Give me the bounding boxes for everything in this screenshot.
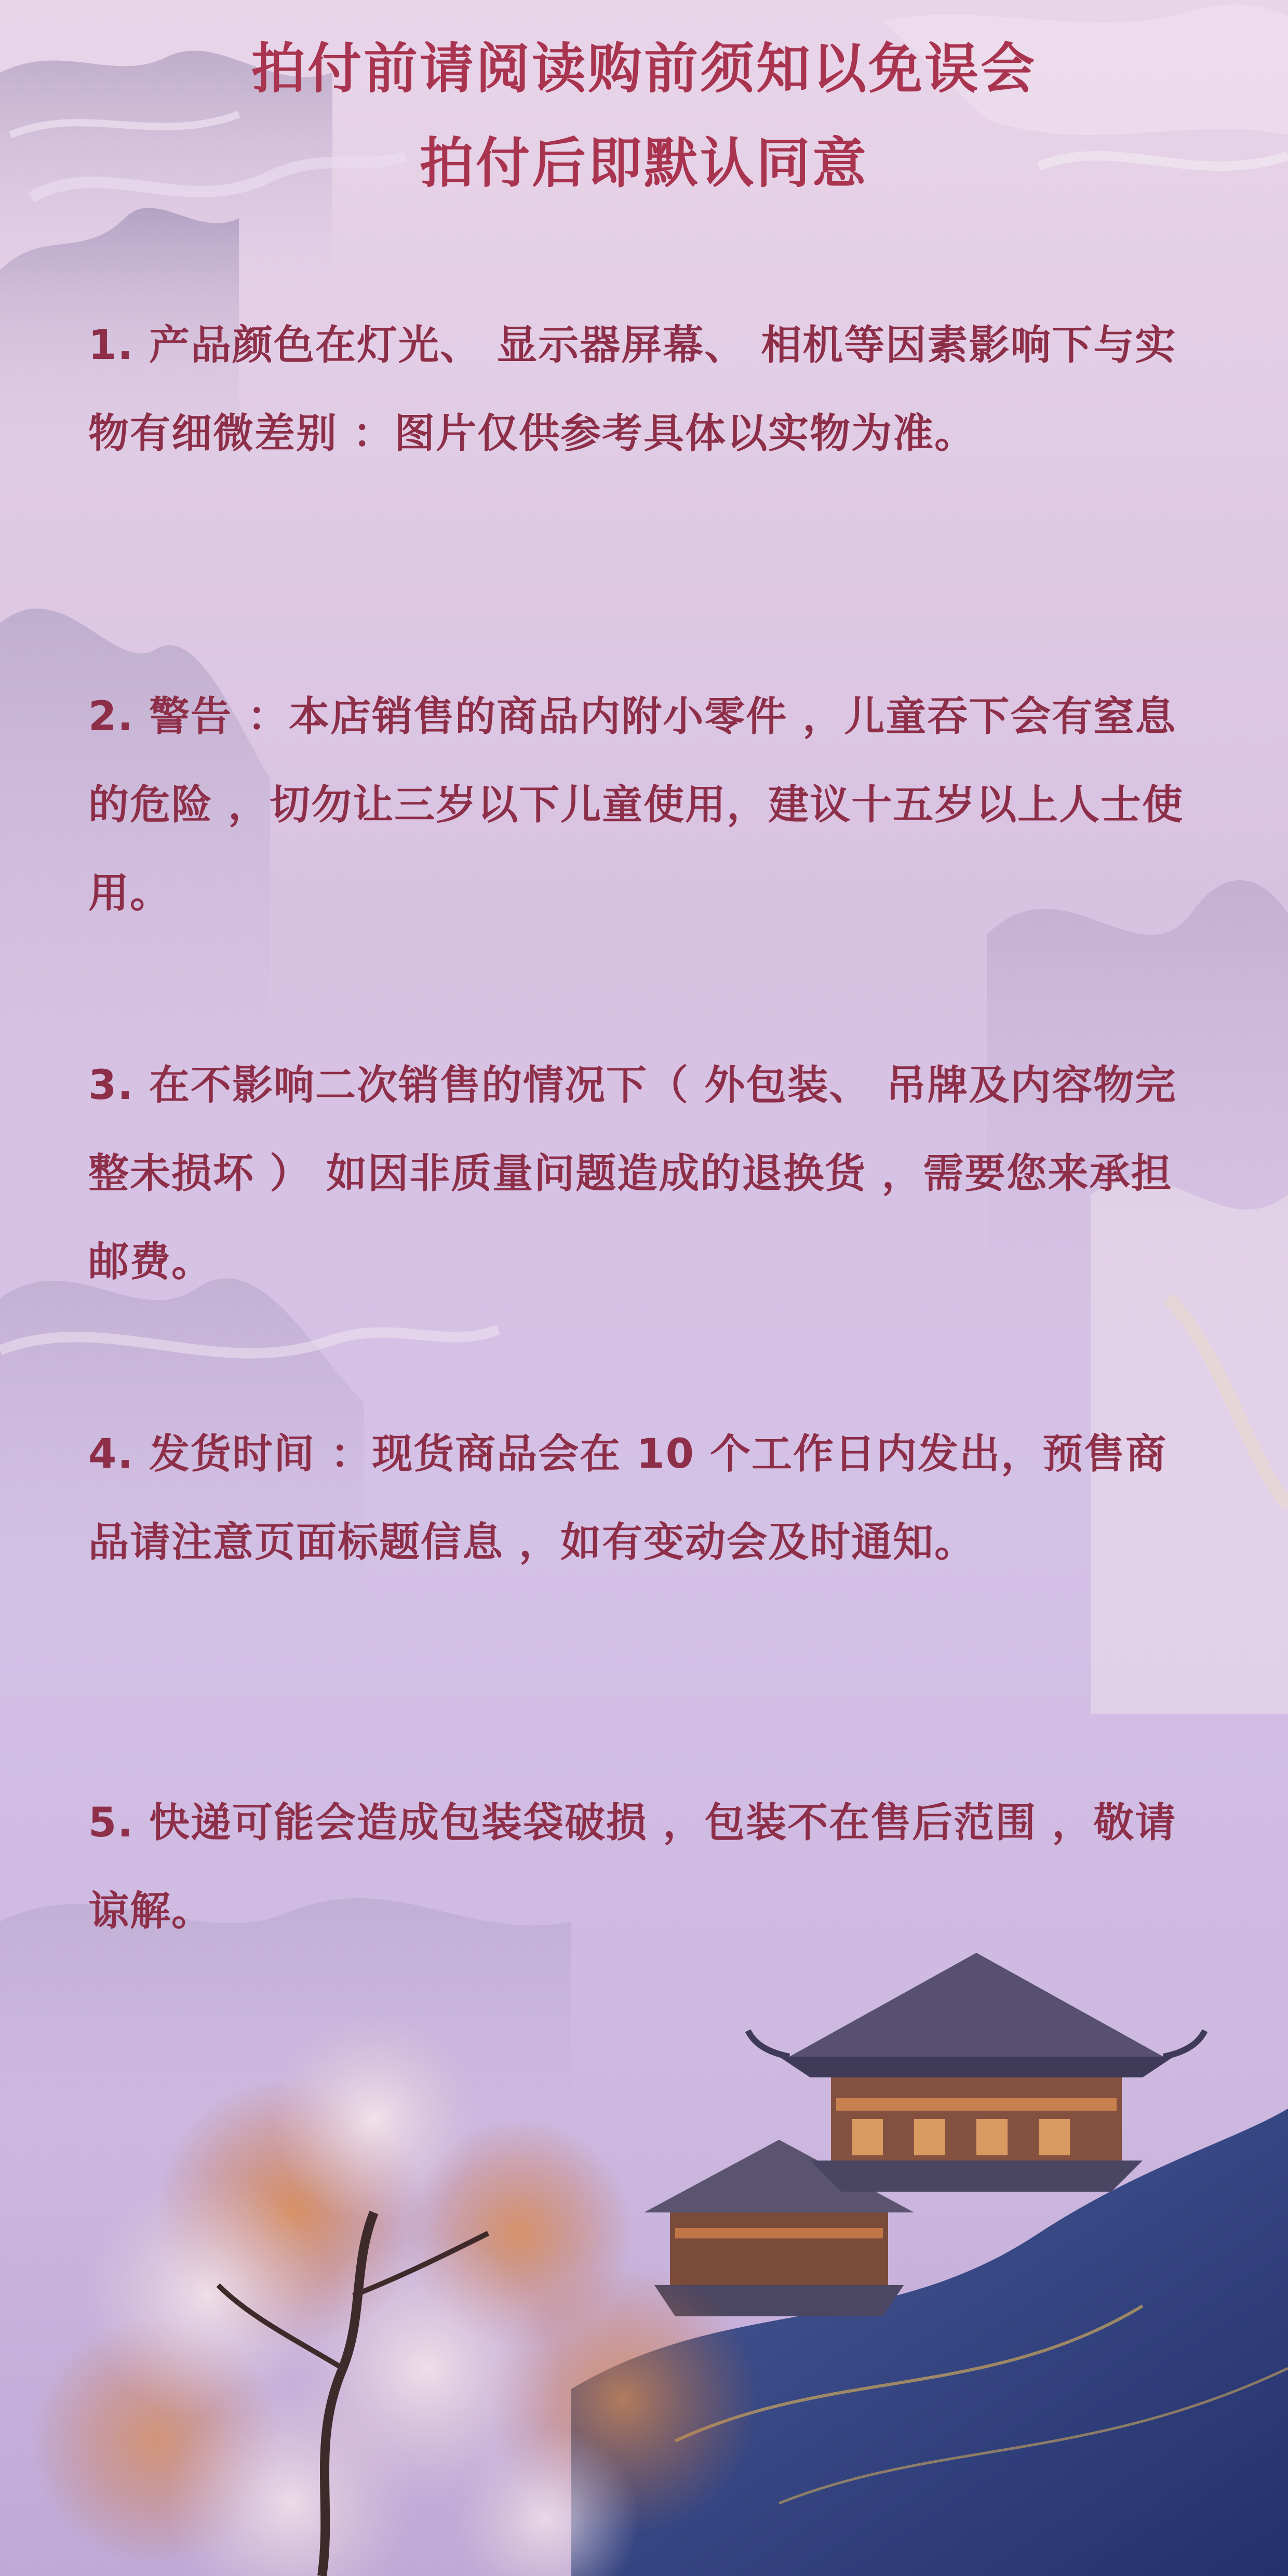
- notice-title-line1: 拍付前请阅读购前须知以免误会: [251, 37, 1037, 100]
- notice-item-dispatch-time: 4. 发货时间 ：现货商品会在 10 个工作日内发出，预售商品请注意页面标题信息 ，如有变动会及时通知。: [88, 1431, 1168, 1566]
- notice-item-return-shipping: 3. 在不影响二次销售的情况下（ 外包装、 吊牌及内容物完整未损坏 ） 如因非质量问题造成的退换货 ，需要您来承担邮费。: [88, 1062, 1177, 1285]
- notice-item-packaging-damage: 5. 快递可能会造成包装袋破损 ，包装不在售后范围 ，敬请谅解。: [88, 1800, 1177, 1935]
- notice-title-line2: 拍付后即默认同意: [419, 131, 868, 195]
- notice-item-choking-warning: 2. 警告 ：本店销售的商品内附小零件 ，儿童吞下会有窒息的危险 ，切勿让三岁以下儿童使用，建议十五岁以上人士使用。: [88, 693, 1184, 917]
- notice-item-color-difference: 1. 产品颜色在灯光、 显示器屏幕、 相机等因素影响下与实物有细微差别 ：图片仅供参考具体以实物为准。: [88, 322, 1177, 457]
